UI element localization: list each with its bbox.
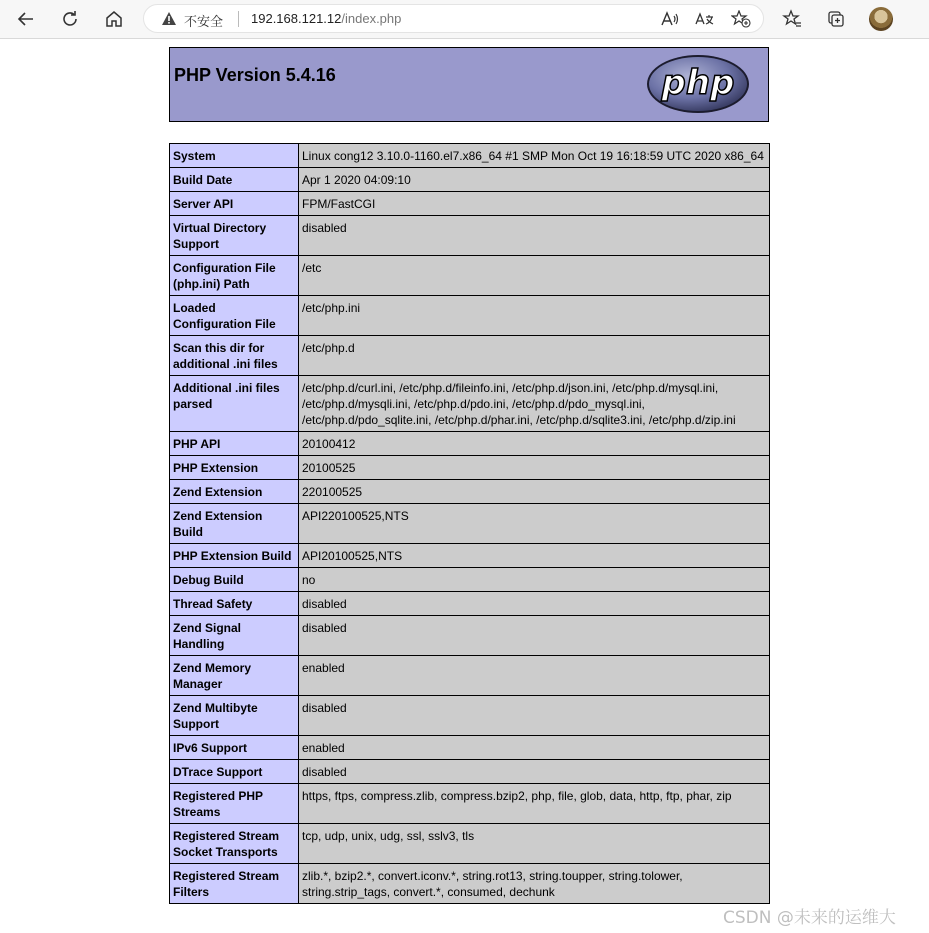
setting-name: Loaded Configuration File	[170, 296, 299, 336]
setting-name: Zend Extension	[170, 480, 299, 504]
setting-name: DTrace Support	[170, 760, 299, 784]
table-row	[170, 144, 770, 168]
table-row	[170, 456, 770, 480]
setting-value: disabled	[299, 760, 770, 784]
read-aloud-glyph	[661, 11, 679, 27]
setting-name: Thread Safety	[170, 592, 299, 616]
table-row	[170, 504, 770, 544]
csdn-watermark: CSDN @未来的运维大	[723, 908, 896, 928]
table-row	[170, 480, 770, 504]
setting-value: https, ftps, compress.zlib, compress.bzip2, php, file, glob, data, http, ftp, phar, zip	[299, 784, 770, 824]
setting-name: Virtual Directory Support	[170, 216, 299, 256]
setting-name: Configuration File (php.ini) Path	[170, 256, 299, 296]
table-row	[170, 168, 770, 192]
translate-glyph	[695, 11, 715, 27]
table-row	[170, 432, 770, 456]
back-button[interactable]	[11, 4, 41, 34]
table-row	[170, 824, 770, 864]
php-version-header	[169, 47, 769, 122]
table-row	[170, 192, 770, 216]
back-arrow-icon	[16, 9, 36, 29]
table-row	[170, 544, 770, 568]
refresh-button[interactable]	[55, 4, 85, 34]
favorites-button[interactable]	[777, 4, 807, 34]
setting-name: Scan this dir for additional .ini files	[170, 336, 299, 376]
setting-name: Zend Memory Manager	[170, 656, 299, 696]
favorites-icon	[782, 9, 802, 29]
setting-name: Zend Extension Build	[170, 504, 299, 544]
table-row	[170, 696, 770, 736]
setting-name: Zend Multibyte Support	[170, 696, 299, 736]
php-info-table	[169, 143, 770, 904]
setting-value: API220100525,NTS	[299, 504, 770, 544]
security-label[interactable]: 不安全	[184, 15, 224, 30]
url-text[interactable]	[251, 11, 401, 26]
collections-icon	[826, 9, 846, 29]
setting-name: Registered PHP Streams	[170, 784, 299, 824]
setting-name: PHP Extension Build	[170, 544, 299, 568]
star-plus-glyph	[731, 10, 751, 28]
setting-name: System	[170, 144, 299, 168]
setting-value: tcp, udp, unix, udg, ssl, sslv3, tls	[299, 824, 770, 864]
setting-value: enabled	[299, 736, 770, 760]
setting-value: 20100525	[299, 456, 770, 480]
profile-avatar[interactable]	[869, 7, 893, 31]
table-row	[170, 760, 770, 784]
page-title: PHP Version 5.4.16	[174, 65, 336, 85]
setting-value: Linux cong12 3.10.0-1160.el7.x86_64 #1 SMP Mon Oct 19 16:18:59 UTC 2020 x86_64	[299, 144, 770, 168]
setting-value: enabled	[299, 656, 770, 696]
collections-button[interactable]	[821, 4, 851, 34]
table-row	[170, 568, 770, 592]
setting-name: Additional .ini files parsed	[170, 376, 299, 432]
refresh-icon	[60, 9, 80, 29]
setting-value: FPM/FastCGI	[299, 192, 770, 216]
php-logo-text: php	[661, 63, 735, 103]
table-row	[170, 736, 770, 760]
table-row	[170, 656, 770, 696]
browser-toolbar	[0, 0, 929, 39]
setting-name: PHP Extension	[170, 456, 299, 480]
setting-name: Zend Signal Handling	[170, 616, 299, 656]
setting-value: 20100412	[299, 432, 770, 456]
setting-value: Apr 1 2020 04:09:10	[299, 168, 770, 192]
info-table-body	[170, 144, 770, 904]
address-bar[interactable]	[143, 4, 764, 33]
read-aloud-icon[interactable]	[659, 9, 681, 29]
table-row	[170, 616, 770, 656]
setting-value: no	[299, 568, 770, 592]
setting-value: 220100525	[299, 480, 770, 504]
home-icon	[104, 9, 124, 29]
table-row	[170, 256, 770, 296]
setting-value: /etc/php.d	[299, 336, 770, 376]
setting-name: IPv6 Support	[170, 736, 299, 760]
table-row	[170, 864, 770, 904]
add-favorite-icon[interactable]	[730, 9, 752, 29]
table-row	[170, 336, 770, 376]
setting-name: Registered Stream Filters	[170, 864, 299, 904]
url-host: 192.168.121.12	[251, 11, 342, 26]
setting-name: Registered Stream Socket Transports	[170, 824, 299, 864]
setting-value: /etc/php.ini	[299, 296, 770, 336]
setting-name: PHP API	[170, 432, 299, 456]
setting-value: API20100525,NTS	[299, 544, 770, 568]
setting-value: disabled	[299, 592, 770, 616]
home-button[interactable]	[99, 4, 129, 34]
table-row	[170, 216, 770, 256]
setting-name: Server API	[170, 192, 299, 216]
setting-value: disabled	[299, 616, 770, 656]
url-path: /index.php	[341, 11, 402, 26]
translate-icon[interactable]	[694, 9, 716, 29]
table-row	[170, 296, 770, 336]
table-row	[170, 592, 770, 616]
setting-value: disabled	[299, 216, 770, 256]
setting-value: /etc/php.d/curl.ini, /etc/php.d/fileinfo.ini, /etc/php.d/json.ini, /etc/php.d/mysql.ini, /etc/php.d/mysqli.ini, /etc/php.d/pdo.ini, /etc/php.d/pdo_mysql.ini, /etc/php.d/pdo_sqlite.ini, /etc/php.d/phar.ini, /etc/php.d/sqlite3.ini, /etc/php.d/zip.ini	[299, 376, 770, 432]
setting-name: Build Date	[170, 168, 299, 192]
table-row	[170, 376, 770, 432]
setting-value: /etc	[299, 256, 770, 296]
address-divider	[238, 11, 239, 27]
table-row	[170, 784, 770, 824]
php-logo-icon	[646, 54, 750, 114]
setting-name: Debug Build	[170, 568, 299, 592]
setting-value: disabled	[299, 696, 770, 736]
setting-value: zlib.*, bzip2.*, convert.iconv.*, string.rot13, string.toupper, string.tolower, string.strip_tags, convert.*, consumed, dechunk	[299, 864, 770, 904]
warning-icon	[161, 11, 177, 26]
